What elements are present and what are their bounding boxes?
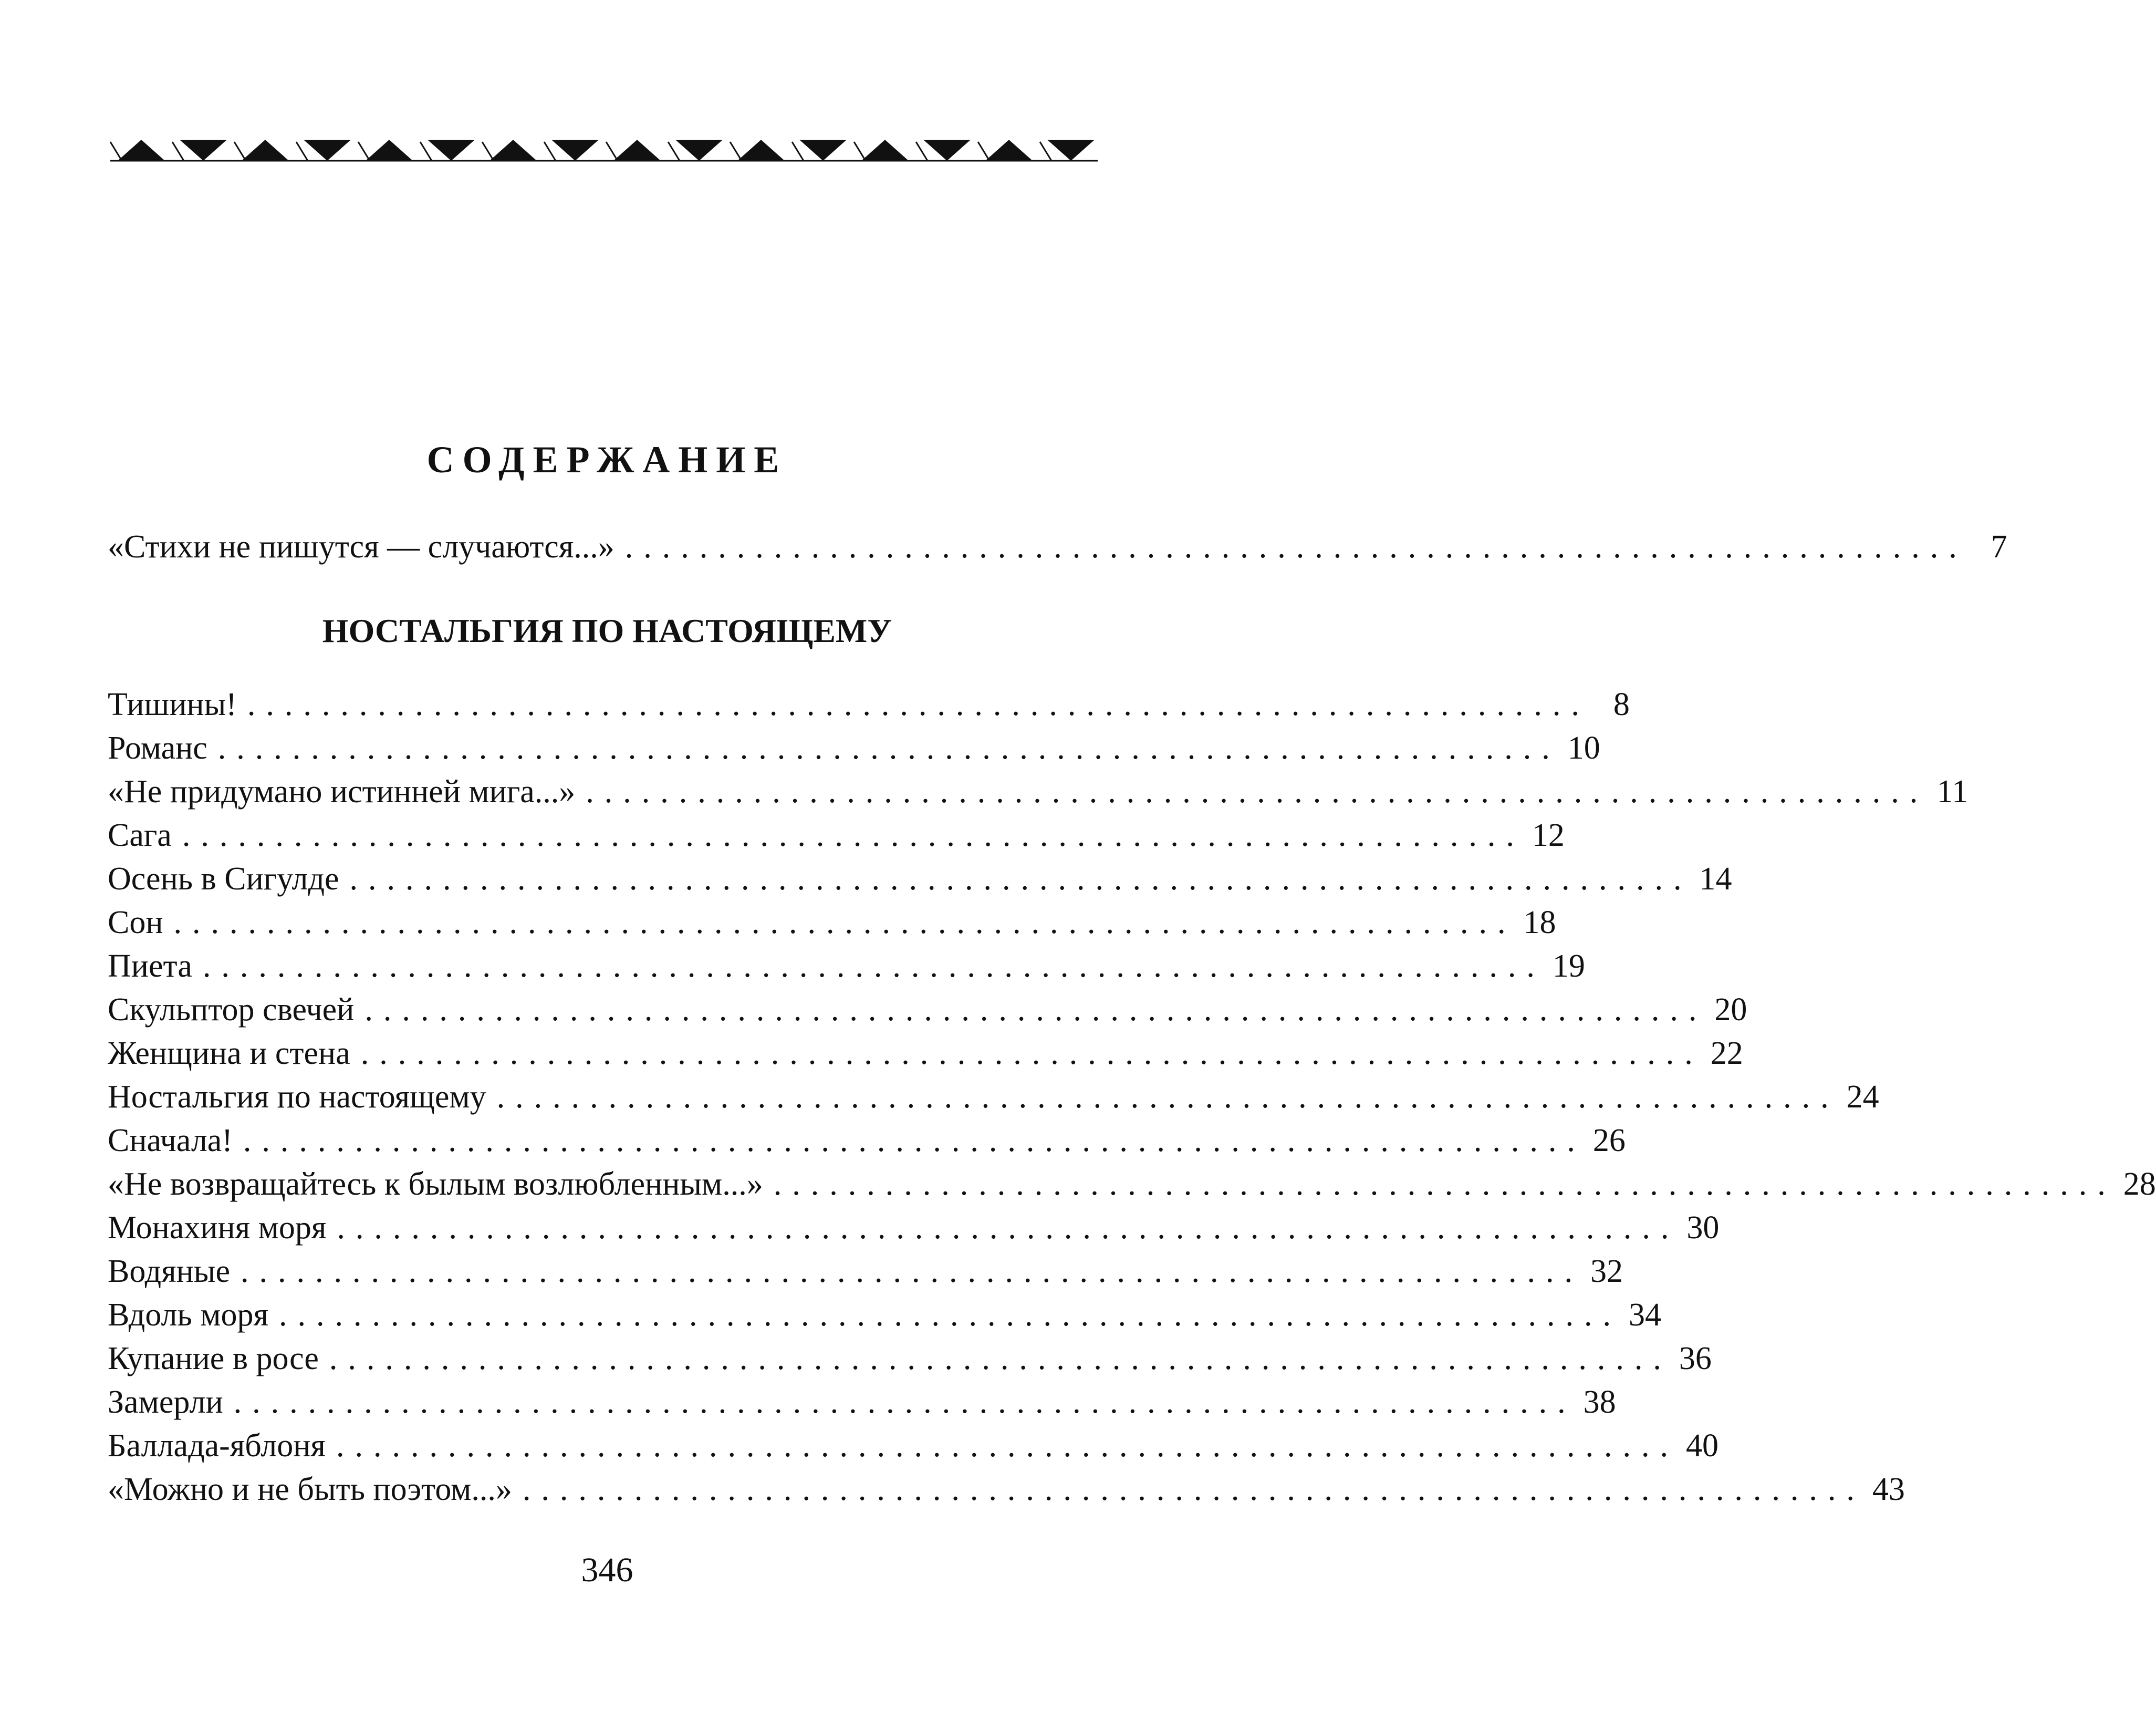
toc-entry-page: 34	[1629, 1297, 1662, 1333]
toc-entry-page: 40	[1685, 1428, 1718, 1464]
dot-leader: ........................................................................	[240, 1253, 1583, 1289]
toc-entry-title: Баллада-яблоня	[108, 1428, 326, 1464]
toc-entry-page: 10	[1567, 730, 1600, 766]
toc-entry-title: «Не придумано истинней мига...»	[108, 774, 576, 810]
toc-entry-page: 11	[1936, 774, 1968, 810]
toc-entry-page: 26	[1592, 1123, 1626, 1158]
dot-leader: ........................................................................	[243, 1123, 1586, 1158]
dot-leader: ........................................................................	[522, 1472, 1865, 1507]
toc-entry	[108, 988, 1747, 1031]
dot-leader: ........................................................................	[202, 948, 1545, 984]
toc-entry-page: 18	[1523, 905, 1556, 940]
dot-leader: ........................................................................	[337, 1210, 1680, 1246]
toc-entry-title: Ностальгия по настоящему	[108, 1079, 486, 1115]
toc-entry-page: 14	[1699, 861, 1732, 897]
toc-entry	[108, 814, 1565, 857]
toc-entry	[108, 1337, 1712, 1380]
toc-entry-title: Романс	[108, 730, 207, 766]
toc-entry-page: 38	[1583, 1384, 1616, 1420]
toc-entry-page: 24	[1846, 1079, 1879, 1115]
toc-entry	[108, 727, 1600, 770]
toc-entry-title: Монахиня моря	[108, 1210, 327, 1246]
toc-entry-page: 12	[1532, 817, 1565, 853]
toc-entry-title: Вдоль моря	[108, 1297, 269, 1333]
toc-entry	[108, 857, 1732, 900]
toc-entry	[108, 1381, 1616, 1424]
toc-entry	[108, 1163, 2156, 1206]
toc-entry-title: «Стихи не пишутся — случаются...»	[108, 529, 614, 565]
toc-entry-page: 36	[1679, 1341, 1712, 1376]
toc-entry-page: 7	[1991, 529, 2007, 565]
dot-leader: ........................................................................	[586, 774, 1929, 810]
toc-entry-page: 28	[2123, 1166, 2156, 1202]
toc-entry-page: 20	[1714, 992, 1747, 1028]
dot-leader: ........................................................................	[349, 861, 1692, 897]
toc-entry-page: 22	[1710, 1035, 1743, 1071]
page-title: СОДЕРЖАНИЕ	[426, 439, 788, 481]
toc-entry	[108, 1119, 1626, 1162]
toc-entry	[108, 1250, 1623, 1293]
toc-entry	[108, 1424, 1718, 1467]
dot-leader: ........................................................................	[329, 1341, 1672, 1376]
toc-entry-title: «Не возвращайтесь к былым возлюбленным...»	[108, 1166, 763, 1202]
dot-leader: ........................................................................	[624, 529, 1967, 565]
dot-leader: ........................................................................	[247, 687, 1590, 722]
toc-entry	[108, 1468, 1905, 1511]
toc-entry-title: Пиета	[108, 948, 192, 984]
dot-leader: ........................................................................	[182, 817, 1525, 853]
toc-entry	[108, 1032, 1743, 1075]
dot-leader: ........................................................................	[217, 730, 1560, 766]
toc-entry	[108, 1206, 1720, 1249]
toc-entry-title: Осень в Сигулде	[108, 861, 339, 897]
toc-entry-title: Скульптор свечей	[108, 992, 355, 1028]
toc-entry-page: 43	[1872, 1472, 1905, 1507]
toc-entry-title: «Можно и не быть поэтом...»	[108, 1472, 512, 1507]
dot-leader: ........................................................................	[364, 992, 1707, 1028]
dot-leader: ........................................................................	[773, 1166, 2116, 1202]
toc-entry-page: 8	[1613, 687, 1630, 722]
toc-entry-title: Водяные	[108, 1253, 230, 1289]
toc-entry-title: Замерли	[108, 1384, 223, 1420]
toc-entry	[108, 901, 1556, 944]
dot-leader: ........................................................................	[233, 1384, 1576, 1420]
dot-leader: ........................................................................	[336, 1428, 1679, 1464]
toc-entry-page: 30	[1686, 1210, 1720, 1246]
section-heading: НОСТАЛЬГИЯ ПО НАСТОЯЩЕМУ	[322, 612, 892, 649]
toc-entry	[108, 1075, 1879, 1118]
toc-entry	[108, 683, 1630, 726]
page-number: 346	[581, 1551, 633, 1589]
toc-entry-title: Сага	[108, 817, 172, 853]
toc-entry-page: 19	[1552, 948, 1585, 984]
dot-leader: ........................................................................	[279, 1297, 1622, 1333]
toc-entry-title: Сон	[108, 905, 163, 940]
toc-entry	[108, 1293, 1662, 1336]
dot-leader: ........................................................................	[496, 1079, 1839, 1115]
toc-entry-title: Купание в росе	[108, 1341, 319, 1376]
toc-entry	[108, 770, 1968, 813]
toc-entry-title: Сначала!	[108, 1123, 233, 1158]
dot-leader: ........................................................................	[173, 905, 1516, 940]
toc-entry-page: 32	[1590, 1253, 1623, 1289]
toc-entry-title: Женщина и стена	[108, 1035, 350, 1071]
toc-entry-title: Тишины!	[108, 687, 237, 722]
toc-entry	[108, 945, 1585, 988]
dot-leader: ........................................................................	[360, 1035, 1703, 1071]
